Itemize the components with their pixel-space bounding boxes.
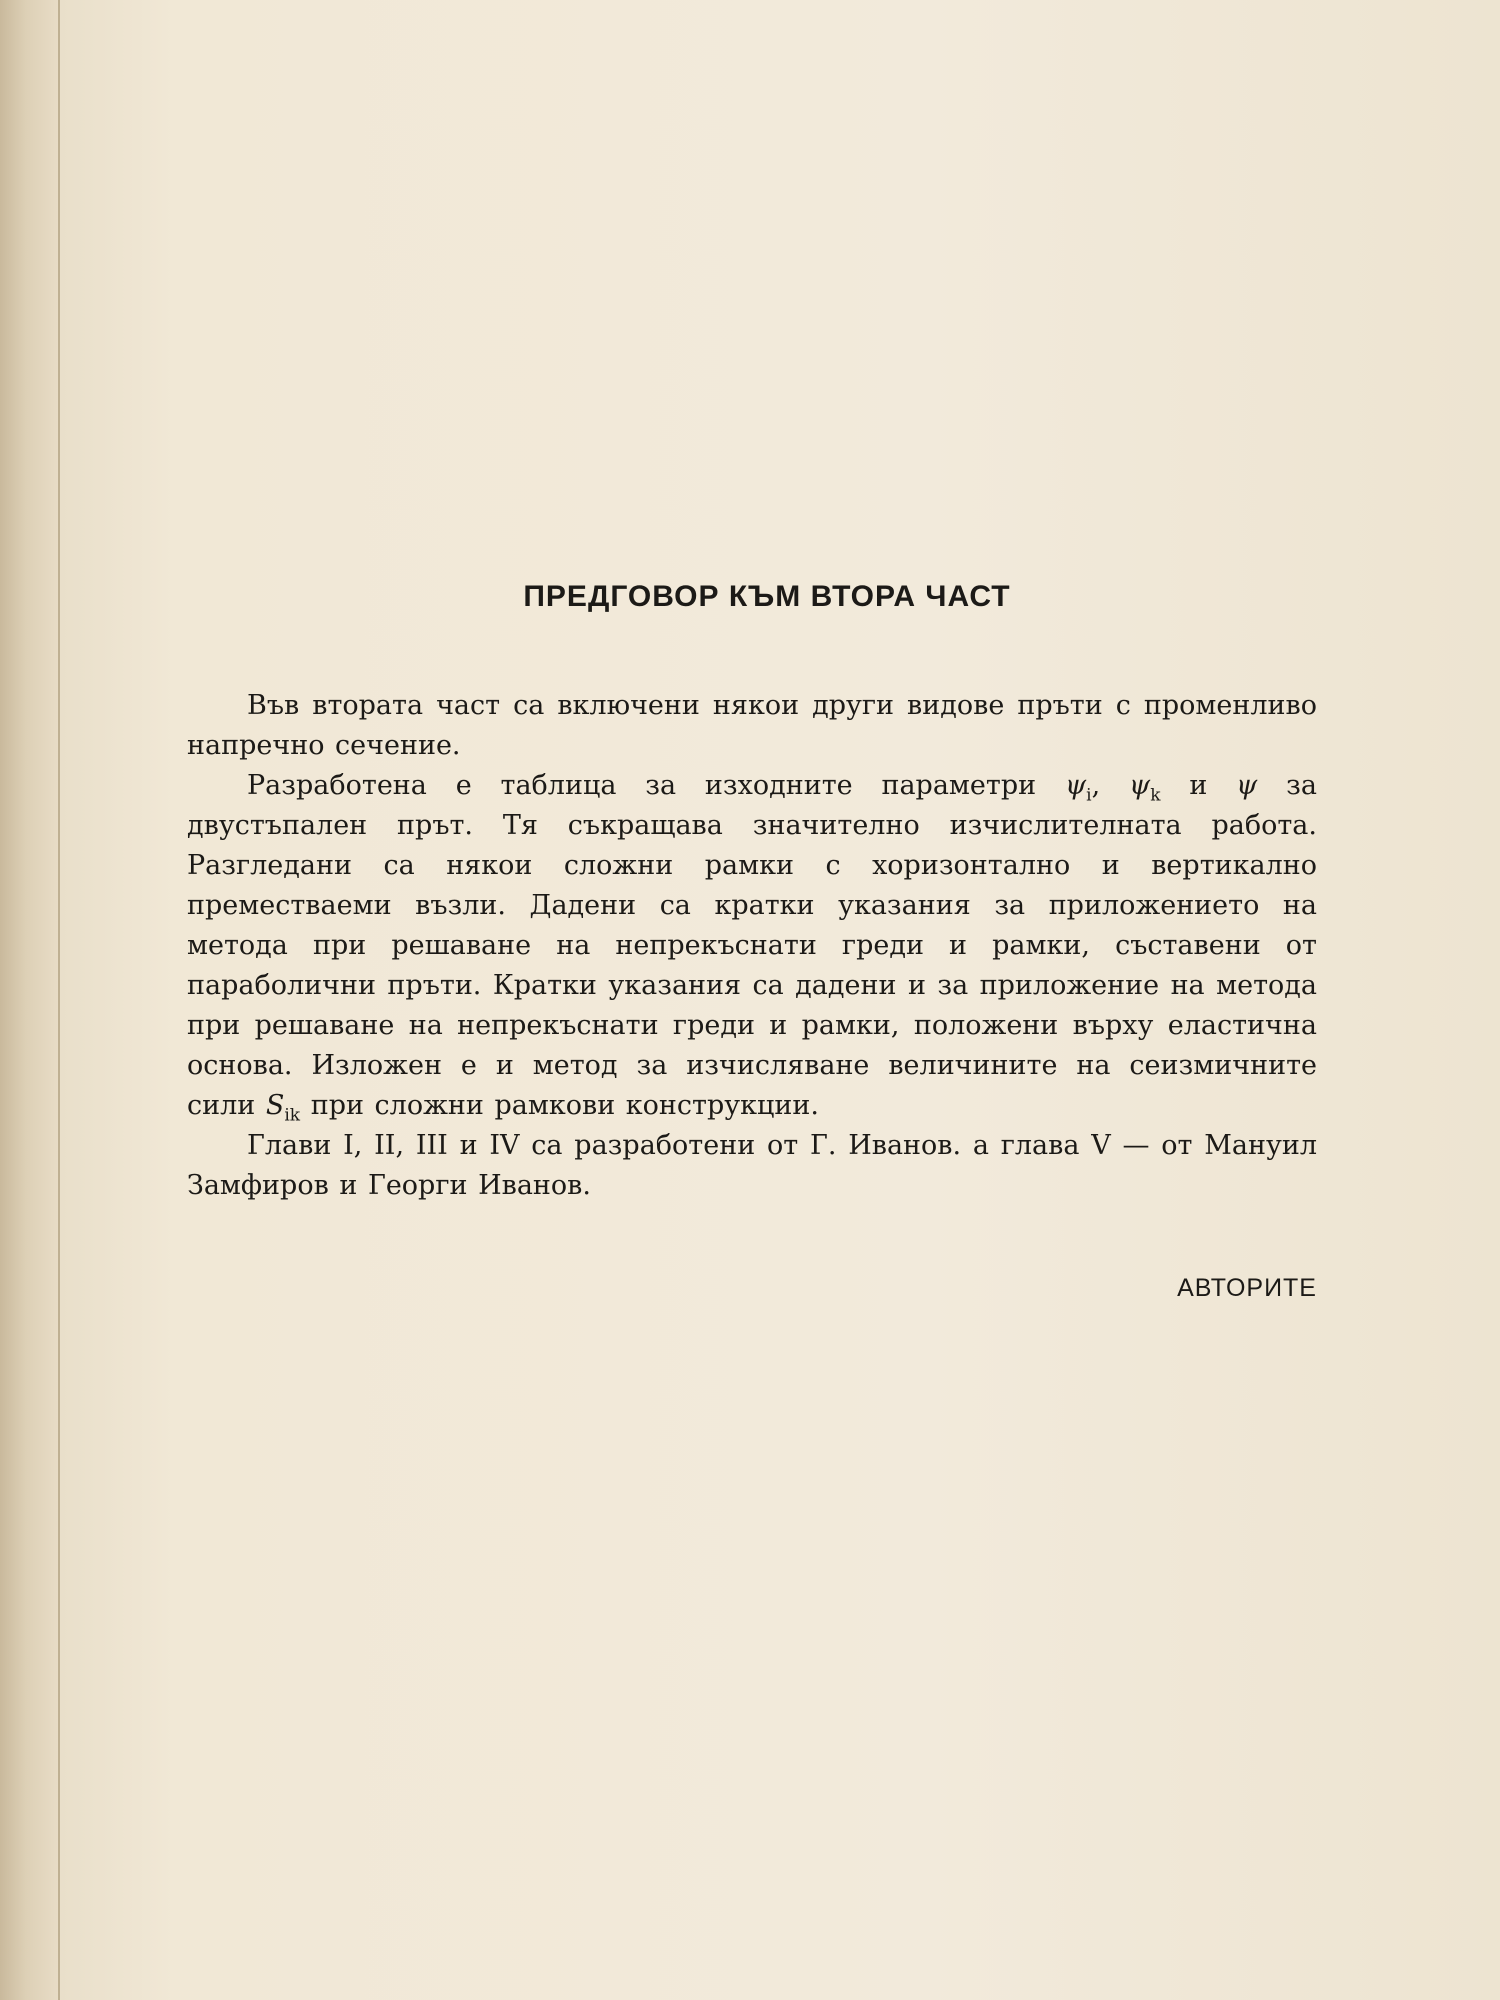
preface-content	[187, 580, 1317, 1303]
seismic-force-subscript: ik	[284, 1105, 301, 1126]
separator-2: и	[1160, 770, 1237, 801]
book-page	[60, 0, 1500, 2000]
psi-symbol-3: ψ	[1236, 770, 1258, 801]
psi-symbol-2: ψ	[1129, 770, 1151, 801]
separator-1: ,	[1091, 770, 1129, 801]
psi-subscript-i: i	[1086, 785, 1092, 806]
paragraph-1-text: Във втората част са включени някои други видове пръти с променливо напречно сечение.	[187, 690, 1317, 761]
bleed-through-shadow	[335, 1300, 1385, 1860]
paragraph-1	[187, 686, 1317, 766]
seismic-force-symbol: S	[265, 1090, 285, 1121]
paragraph-2-text-c: при сложни рамкови конструкции.	[300, 1090, 819, 1121]
paragraph-3	[187, 1126, 1317, 1206]
authors-signature: АВТОРИТЕ	[1177, 1274, 1317, 1302]
paragraph-2	[187, 766, 1317, 1126]
psi-symbol-1: ψ	[1064, 770, 1087, 801]
psi-subscript-k: k	[1150, 785, 1161, 806]
paragraph-2-text-a: Разработена е таблица за изходните параметри	[247, 770, 1065, 801]
paragraph-3-text: Глави I, II, III и IV са разработени от Г. Иванов. а глава V — от Мануил Замфиров и Георги Иванов.	[187, 1130, 1317, 1201]
book-spine	[0, 0, 60, 2000]
preface-title: ПРЕДГОВОР КЪМ ВТОРА ЧАСТ	[523, 580, 1011, 613]
paragraph-2-text-b: за двустъпален прът. Тя съкращава значително изчислителната работа. Разгледани са някои сложни рамки с хоризонтално и вертикално преместваеми възли. Дадени са кратки указания за приложението на метода при решаване на непрекъснати греди и рамки, съставени от параболични пръти. Кратки указания са дадени и за приложение на метода при решаване на непрекъснати греди и рамки, положени върху еластична основа. Изложен е и метод за изчисляване величините на сеизмичните сили	[187, 770, 1317, 1121]
